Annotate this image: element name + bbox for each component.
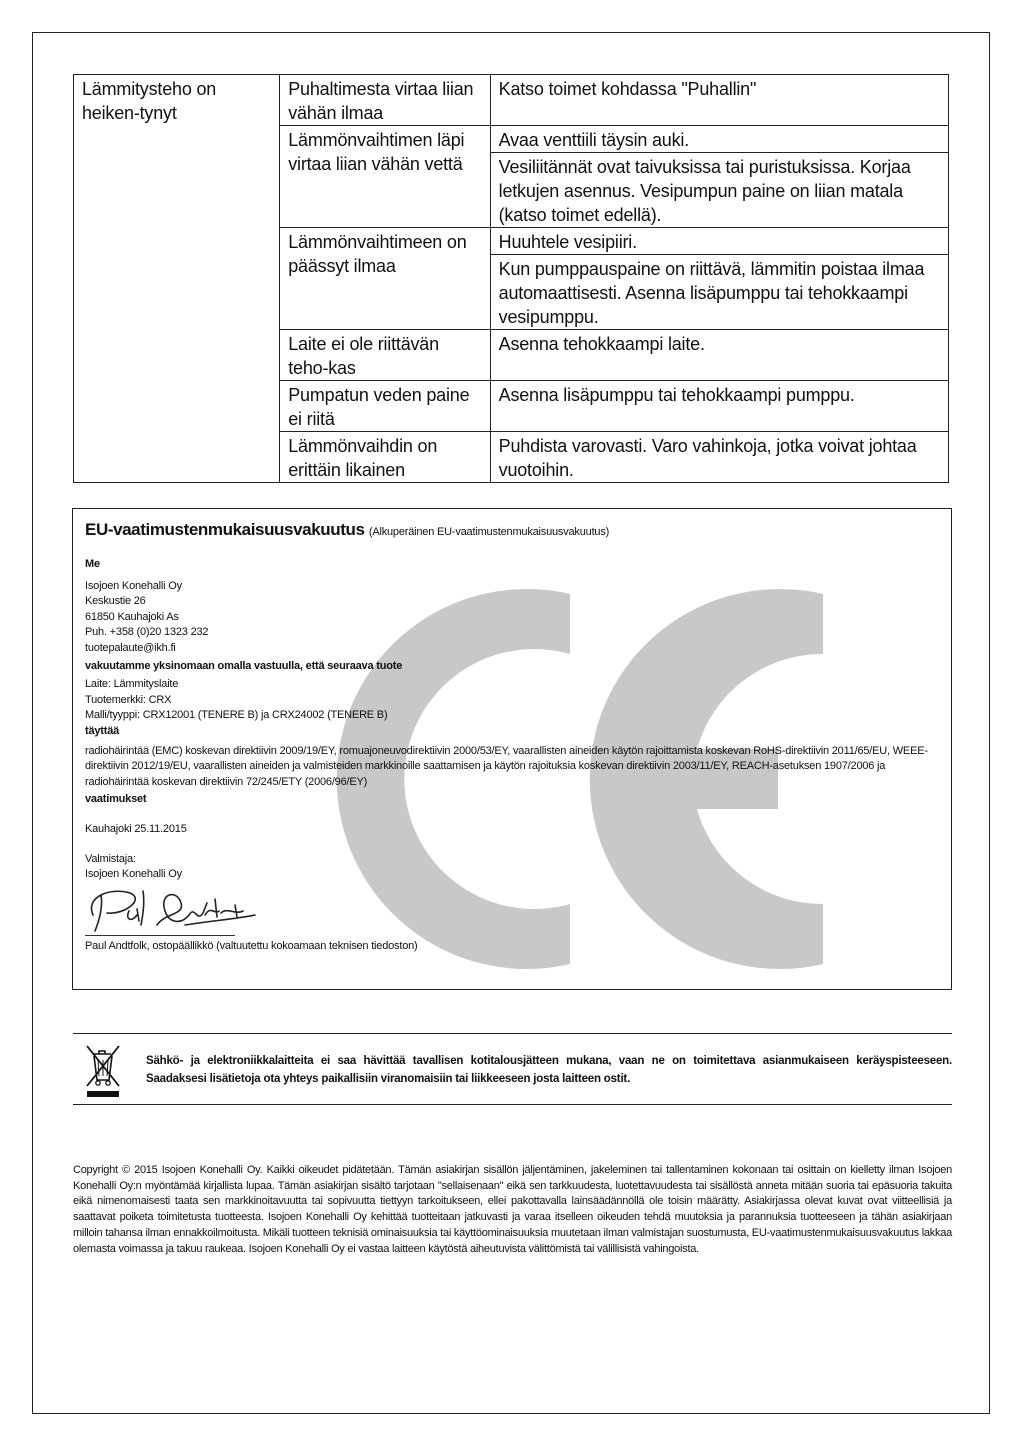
weee-text: Sähkö- ja elektroniikkalaitteita ei saa hävittää tavallisen kotitalousjätteen mukana, vaan ne on toimitettava asianmukaiseen keräyspisteeseen. Saadaksesi lisätietoja ota yhteys paikallisiin viranomaisiin tai liikkeeseen josta laitteen ostit.: [146, 1055, 952, 1085]
manufacturer-label: Valmistaja:: [85, 852, 136, 865]
action-cell: Katso toimet kohdassa "Puhallin": [490, 75, 948, 126]
cause-cell: Lämmönvaihdin on erittäin likainen: [280, 432, 490, 483]
action-cell: Puhdista varovasti. Varo vahinkoja, jotka voivat johtaa vuotoihin.: [490, 432, 948, 483]
action-cell: Asenna tehokkaampi laite.: [490, 330, 948, 381]
troubleshooting-table: [73, 74, 949, 483]
declaration-title: [85, 519, 941, 543]
action-cell: Asenna lisäpumppu tai tehokkaampi pumppu.: [490, 381, 948, 432]
problem-cell: Lämmitysteho on heiken-tynyt: [74, 75, 280, 483]
copyright-text: Copyright © 2015 Isojoen Konehalli Oy. Kaikki oikeudet pidätetään. Tämän asiakirjan sisällön jäljentäminen, jakeleminen tai tallentaminen kokonaan tai osittain on kielletty ilman Isojoen Konehalli Oy:n myöntämää kirjallista lupaa. Tämän asiakirjan sisältö tarjotaan "sellaisenaan" eikä sen tarkkuudesta, luotettavuudesta tai sisällöstä anneta mitään suoria tai epäsuoria takuita eikä nimenomaisesti taata sen markkinoitavuutta tai sopivuutta tiettyyn tarkoitukseen, ellei pakottavalla lainsäädännöllä ole toisin määrätty. Asiakirjassa olevat kuvat ovat viitteellisiä ja saattavat poiketa toimitetusta tuotteesta. Isojoen Konehalli Oy kehittää tuotteitaan jatkuvasti ja varaa itselleen oikeuden tehdä muutoksia ja parannuksia tuotteeseen ja tähän asiakirjaan milloin tahansa ilman ennakkoilmoitusta. Mikäli tuotteen teknisiä ominaisuuksia tai käyttöominaisuuksia muutetaan ilman valmistajan suostumusta, EU-vaatimustenmukaisuusvakuutus lakkaa olemasta voimassa ja takuu raukeaa. Isojoen Konehalli Oy ei vastaa laitteen käytöstä aiheutuvista välittömistä tai välillisistä vahingoista.: [73, 1164, 952, 1255]
company-phone: Puh. +358 (0)20 1323 232: [85, 626, 209, 639]
declaration-subtitle: (Alkuperäinen EU-vaatimustenmukaisuusvakuutus): [368, 526, 610, 538]
signature-icon: [85, 885, 265, 935]
cause-cell: Laite ei ole riittävän teho-kas: [280, 330, 490, 381]
cause-cell: Puhaltimesta virtaa liian vähän ilmaa: [280, 75, 490, 126]
cause-cell: Lämmönvaihtimen läpi virtaa liian vähän vettä: [280, 126, 490, 228]
company-street: Keskustie 26: [85, 595, 146, 608]
company-city: 61850 Kauhajoki As: [85, 610, 179, 623]
signatory: Paul Andtfolk, ostopäällikkö (valtuutettu kokoamaan teknisen tiedoston): [85, 939, 418, 952]
company-name: Isojoen Konehalli Oy: [85, 579, 182, 592]
action-cell: Vesiliitännät ovat taivuksissa tai puristuksissa. Korjaa letkujen asennus. Vesipumpun paine on liian matala (katso toimet edellä).: [490, 153, 948, 228]
declare-text: vakuutamme yksinomaan omalla vastuulla, että seuraava tuote: [85, 659, 403, 672]
device-line: Laite: Lämmityslaite: [85, 678, 179, 691]
brand-line: Tuotemerkki: CRX: [85, 693, 172, 706]
requirements-label: vaatimukset: [85, 793, 147, 806]
action-cell: Kun pumppauspaine on riittävä, lämmitin poistaa ilmaa automaattisesti. Asenna lisäpumppu tai tehokkaampi vesipumppu.: [490, 255, 948, 330]
cause-cell: Pumpatun veden paine ei riitä: [280, 381, 490, 432]
manufacturer-name: Isojoen Konehalli Oy: [85, 868, 182, 881]
action-cell: Huuhtele vesipiiri.: [490, 228, 948, 255]
cause-cell: Lämmönvaihtimeen on päässyt ilmaa: [280, 228, 490, 330]
weee-notice: [73, 1033, 952, 1105]
crossed-bin-icon: [83, 1042, 123, 1098]
we-label: Me: [85, 558, 100, 570]
place-date: Kauhajoki 25.11.2015: [85, 822, 187, 835]
fulfills-label: täyttää: [85, 724, 120, 737]
declaration-title-text: EU-vaatimustenmukaisuusvakuutus: [85, 520, 365, 539]
model-line: Malli/tyyppi: CRX12001 (TENERE B) ja CRX24002 (TENERE B): [85, 709, 388, 722]
company-email: tuotepalaute@ikh.fi: [85, 641, 176, 654]
table-row: [74, 75, 949, 126]
action-cell: Avaa venttiili täysin auki.: [490, 126, 948, 153]
signature-line: [85, 935, 235, 936]
directives-text: radiohäirintää (EMC) koskevan direktiivin 2009/19/EY, romuajoneuvodirektiivin 2000/53/EY, vaarallisten aineiden käytön rajoittamista koskevan RoHS-direktiivin 2011/65/EU, WEEE-direktiivin 2012/19/EU, vaarallisten aineiden ja valmisteiden markkinoille saattamisen ja käytön rajoituksia koskevan direktiivin 2003/11/EY, REACH-asetuksen 1907/2006 ja radiohäirintää koskevan direktiivin 72/245/ETY (2006/96/EY): [85, 744, 928, 788]
eu-declaration-box: [72, 508, 952, 990]
